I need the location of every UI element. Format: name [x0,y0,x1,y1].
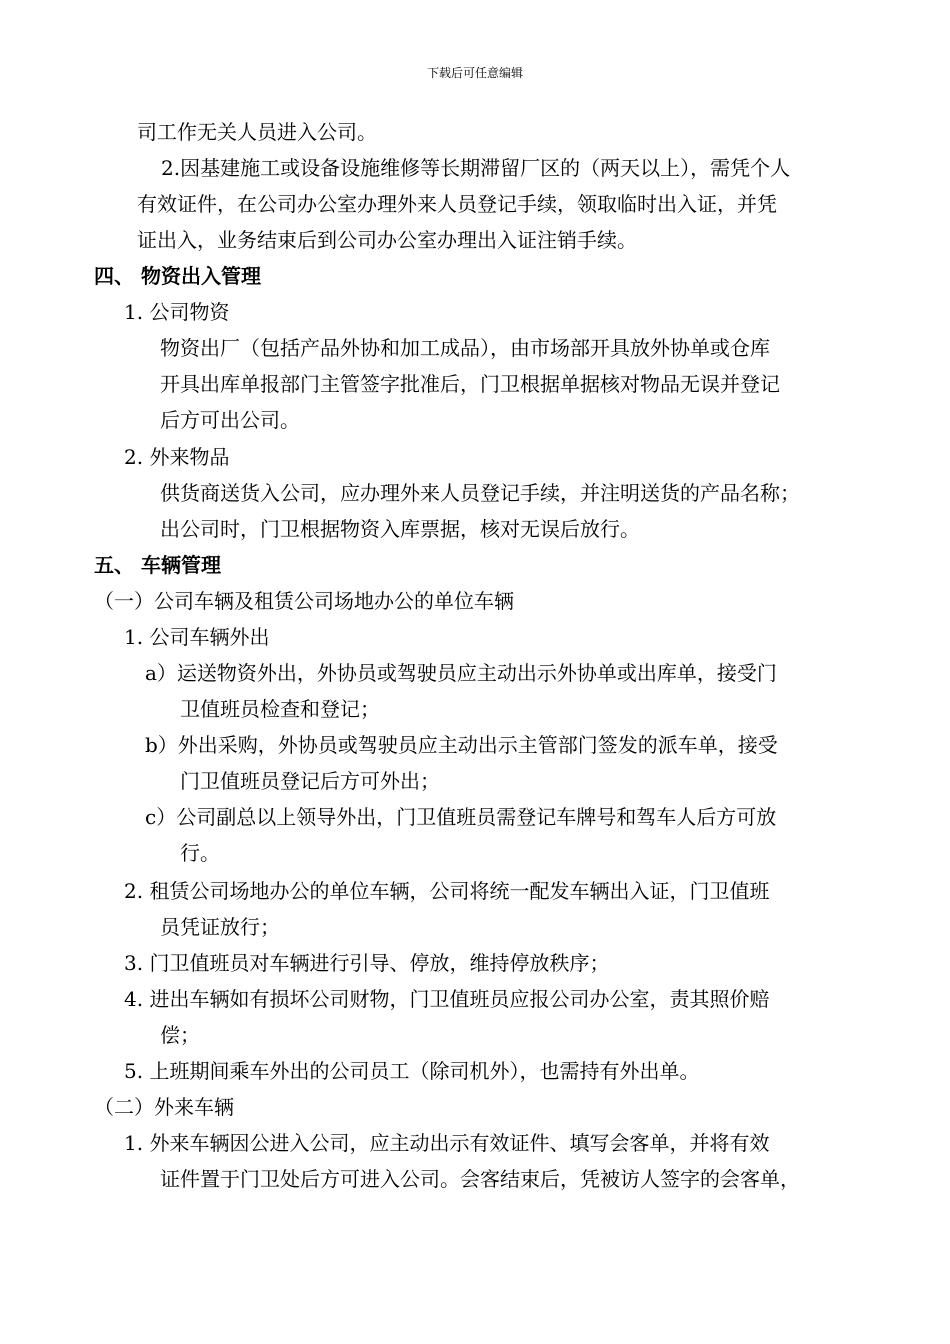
text-line: 证件置于门卫处后方可进入公司。会客结束后，凭被访人签字的会客单， [160,1167,800,1191]
section-heading: 五、 车辆管理 [94,553,221,577]
text-line: 卫值班员检查和登记； [180,697,380,721]
text-line: 2. 租赁公司场地办公的单位车辆，公司将统一配发车辆出入证，门卫值班 [124,879,770,903]
text-line: 开具出库单报部门主管签字批准后，门卫根据单据核对物品无误并登记 [160,372,780,396]
text-line: 2. 外来物品 [124,445,230,469]
text-line: （一）公司车辆及租赁公司场地办公的单位车辆 [94,589,514,613]
text-line: c）公司副总以上领导外出，门卫值班员需登记车牌号和驾车人后方可放 [145,805,777,829]
text-line: 门卫值班员登记后方可外出； [180,769,440,793]
text-line: 1. 公司车辆外出 [124,625,270,649]
text-line: 4. 进出车辆如有损坏公司财物，门卫值班员应报公司办公室，责其照价赔 [124,987,770,1011]
text-line: （二）外来车辆 [94,1095,234,1119]
text-line: 行。 [180,841,220,865]
text-line: 后方可出公司。 [160,408,300,432]
text-line: 物资出厂（包括产品外协和加工成品），由市场部开具放外协单或仓库 [160,336,770,360]
text-line: b）外出采购，外协员或驾驶员应主动出示主管部门签发的派车单，接受 [145,733,778,757]
text-line: 偿； [160,1023,200,1047]
text-line: 3. 门卫值班员对车辆进行引导、停放，维持停放秩序； [124,951,610,975]
text-line: 1. 外来车辆因公进入公司，应主动出示有效证件、填写会客单，并将有效 [124,1131,770,1155]
text-line: 出公司时，门卫根据物资入库票据，核对无误后放行。 [160,517,640,541]
text-line: 5. 上班期间乘车外出的公司员工（除司机外），也需持有外出单。 [124,1059,700,1083]
text-line: 2.因基建施工或设备设施维修等长期滞留厂区的（两天以上），需凭个人 [161,156,791,180]
text-line: 1. 公司物资 [124,300,230,324]
text-line: 司工作无关人员进入公司。 [137,120,377,144]
text-line: 供货商送货入公司，应办理外来人员登记手续，并注明送货的产品名称； [160,481,800,505]
text-line: 证出入，业务结束后到公司办公室办理出入证注销手续。 [137,228,637,252]
text-line: 员凭证放行； [160,915,280,939]
page-header: 下载后可任意编辑 [426,66,523,80]
section-heading: 四、 物资出入管理 [94,264,261,288]
text-line: 有效证件，在公司办公室办理外来人员登记手续，领取临时出入证，并凭 [137,192,777,216]
text-line: a）运送物资外出，外协员或驾驶员应主动出示外协单或出库单，接受门 [145,661,777,685]
